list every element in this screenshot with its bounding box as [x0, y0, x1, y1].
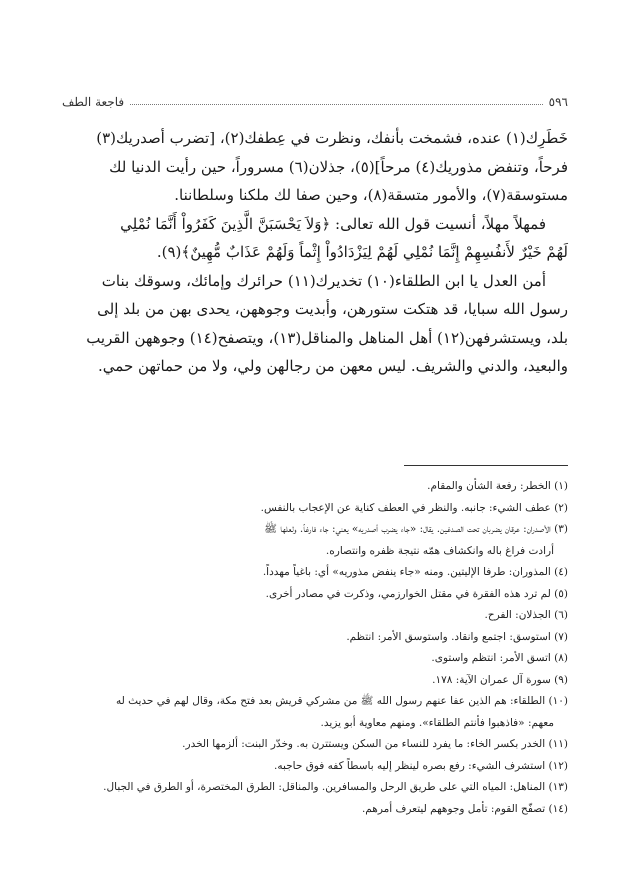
page-number: ٥٩٦: [548, 95, 568, 109]
running-header: [62, 92, 568, 112]
body-line: بلد، ويستشرفهن(١٢) أهل المناهل والمناقل(١٣)، ويتصفح(١٤) وجوههن القريب: [86, 328, 568, 347]
footnote: (٥) لم ترد هذه الفقرة في مقتل الخوارزمي، وذكرت في مصادر أخرى.: [265, 587, 568, 600]
footnote: (٤) المذوران: طرفا الإليتين. ومنه «جاء ينفض مذوريه» أي: باغياً مهدداً.: [262, 566, 568, 578]
body-line: فرحاً، وتنفض مذوريك(٤) مرحاً](٥)، جذلان(٦) مسروراً، حين رأيت الدنيا لك: [109, 157, 568, 176]
body-line: مستوسقة(٧)، والأمور متسقة(٨)، وحين صفا لك ملكنا وسلطاننا.: [174, 186, 568, 204]
footnote: (٣) الأصدران: عرقان يضربان تحت الصدغين. يقال: «جاء يضرب أصدريه» يعني: جاء فارغاً. ولعلها ﷺ: [264, 523, 568, 535]
footnote: (٩) سورة آل عمران الآية: ١٧٨.: [432, 673, 568, 686]
footnote: (١٠) الطلقاء: هم الذين عفا عنهم رسول الله ﷺ من مشركي قريش بعد فتح مكة، وقال لهم في حديث له: [116, 695, 568, 707]
footnote-separator: [404, 465, 568, 466]
header-dotted-leader: [130, 104, 543, 105]
chapter-title: فاجعة الطف: [62, 95, 125, 109]
footnote: (٦) الجذلان: الفرح.: [484, 609, 568, 621]
footnote: (٢) عطف الشيء: جانبه. والنظر في العطف كناية عن الإعجاب بالنفس.: [260, 501, 568, 514]
body-line: فمهلاً مهلاً، أنسيت قول الله تعالى: ﴿وَلاَ يَحْسَبَنَّ الَّذِينَ كَفَرُواْ أَنَّمَا نُمْلِي: [120, 214, 546, 233]
body-line: لَهُمْ خَيْرٌ لأَنفُسِهِمْ إِنَّمَا نُمْلِي لَهُمْ لِيَزْدَادُواْ إِثْماً وَلَهُمْ عَذَابٌ مُّهِينٌ﴾(٩).: [156, 243, 568, 261]
body-line: رسول الله سبايا، قد هتكت ستورهن، وأبديت وجوههن، يحدى بهن من بلد إلى: [97, 300, 568, 318]
footnote-continuation: معهم: «فاذهبوا فأنتم الطلقاء». ومنهم معاوية أبو يزيد.: [320, 716, 554, 729]
footnote: (٨) اتسق الأمر: انتظم واستوى.: [431, 652, 568, 664]
footnote: (١) الخطر: رفعة الشأن والمقام.: [427, 480, 568, 492]
footnote: (١٤) تصفّح القوم: تأمل وجوههم ليتعرف أمرهم.: [361, 802, 568, 815]
body-line: خَطَرِك(١) عنده، فشمخت بأنفك، ونظرت في عِطفك(٢)، [تضرب أصدريك(٣): [96, 129, 568, 147]
main-text: [62, 124, 568, 381]
body-line: أمن العدل يا ابن الطلقاء(١٠) تخديرك(١١) حرائرك وإمائك، وسوقك بنات: [101, 271, 546, 290]
body-line: والبعيد، والدني والشريف. ليس معهن من رجالهن ولي، ولا من حماتهن حمي.: [98, 357, 568, 375]
footnotes: [62, 476, 568, 820]
footnote: (١١) الخدر بكسر الخاء: ما يفرد للنساء من السكن ويستترن به. وخدّر البنت: ألزمها الخدر.: [182, 738, 568, 750]
footnote: (١٢) استشرف الشيء: رفع بصره لينظر إليه باسطاً كفه فوق حاجبه.: [274, 759, 568, 772]
footnote: (٧) استوسق: اجتمع وانقاد. واستوسق الأمر: انتظم.: [346, 630, 568, 643]
footnote: (١٣) المناهل: المياه التي على طريق الرحل والمسافرين. والمناقل: الطرق المختصرة، أو الطرق في الجبال.: [103, 781, 568, 793]
footnote-continuation: أرادت فراغ باله وانكشاف همّه نتيجة ظفره وانتصاره.: [325, 544, 554, 557]
